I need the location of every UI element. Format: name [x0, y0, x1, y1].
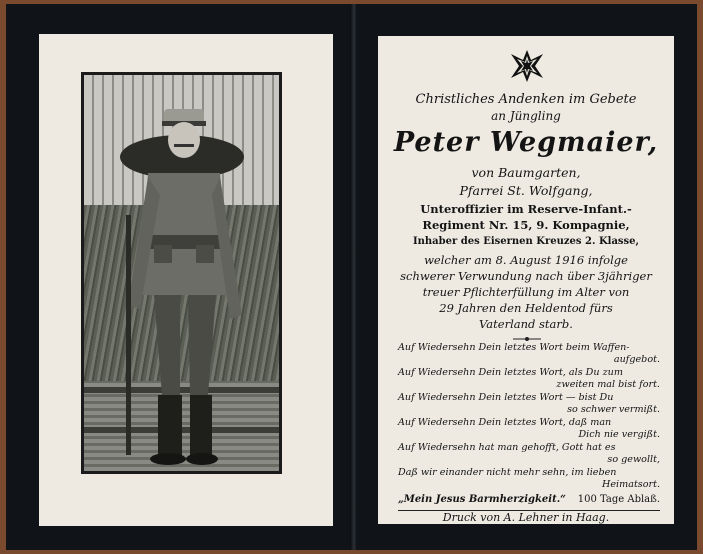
soldier-portrait	[84, 75, 279, 471]
verse-5-line-2: so gewollt,	[607, 454, 660, 466]
verse-4-line-1: Auf Wiedersehn Dein letztes Wort, daß man	[398, 417, 612, 428]
verse-6-line-2: Heimatsort.	[602, 479, 660, 491]
verse-5-line-1: Auf Wiedersehn hat man gehofft, Gott hat es	[398, 442, 616, 453]
origin-line-1: von Baumgarten,	[471, 165, 581, 180]
body-line-4: 29 Jahren den Heldentod fürs	[439, 301, 613, 315]
verse-1-line-2: aufgebot.	[613, 354, 660, 366]
verse-2-line-1: Auf Wiedersehn Dein letztes Wort, als Du zum	[398, 367, 623, 378]
rank-line-2: Regiment Nr. 15, 9. Kompagnie,	[422, 218, 630, 232]
prayer-text: „Mein Jesus Barmherzigkeit.“	[398, 494, 566, 505]
verse-3	[398, 392, 660, 416]
rank-line-1: Unteroffizier im Reserve-Infant.-	[420, 202, 632, 216]
body-line-1: welcher am 8. August 1916 infolge	[424, 253, 628, 267]
heading-line-1: Christliches Andenken im Gebete	[415, 92, 637, 107]
heading-line-2: an Jüngling	[491, 109, 561, 123]
iron-cross-icon	[509, 48, 545, 84]
soldier-figure	[104, 95, 264, 471]
verse-1	[398, 342, 660, 366]
body-line-2: schwerer Verwundung nach über 3jähriger	[400, 269, 652, 283]
origin-line-2: Pfarrei St. Wolfgang,	[459, 183, 593, 198]
body-line-3: treuer Pflichterfüllung im Alter von	[422, 285, 630, 299]
verse-4	[398, 417, 660, 441]
indulgence-text: 100 Tage Ablaß.	[577, 494, 660, 505]
verse-3-line-1: Auf Wiedersehn Dein letztes Wort — bist Du	[398, 392, 614, 403]
text-panel	[378, 36, 674, 524]
deceased-name: Peter Wegmaier,	[393, 127, 659, 158]
decoration-line: Inhaber des Eisernen Kreuzes 2. Klasse,	[412, 236, 640, 247]
verse-6	[398, 467, 660, 491]
verse-4-line-2: Dich nie vergißt.	[578, 429, 660, 441]
verse-1-line-1: Auf Wiedersehn Dein letztes Wort beim Waffen-	[398, 342, 630, 353]
body-line-5: Vaterland starb.	[479, 317, 573, 331]
prayer-row	[398, 494, 660, 505]
verse-2-line-2: zweiten mal bist fort.	[556, 379, 660, 391]
verse-5	[398, 442, 660, 466]
photo-panel	[39, 34, 333, 526]
verse-3-line-2: so schwer vermißt.	[567, 404, 660, 416]
memorial-card-right	[356, 4, 697, 550]
memorial-card-left	[6, 4, 352, 550]
verse-6-line-1: Daß wir einander nicht mehr sehn, im lieben	[398, 467, 617, 478]
verse-2	[398, 367, 660, 391]
portrait-frame	[81, 72, 282, 474]
printer-credit: Druck von A. Lehner in Haag.	[442, 511, 610, 524]
